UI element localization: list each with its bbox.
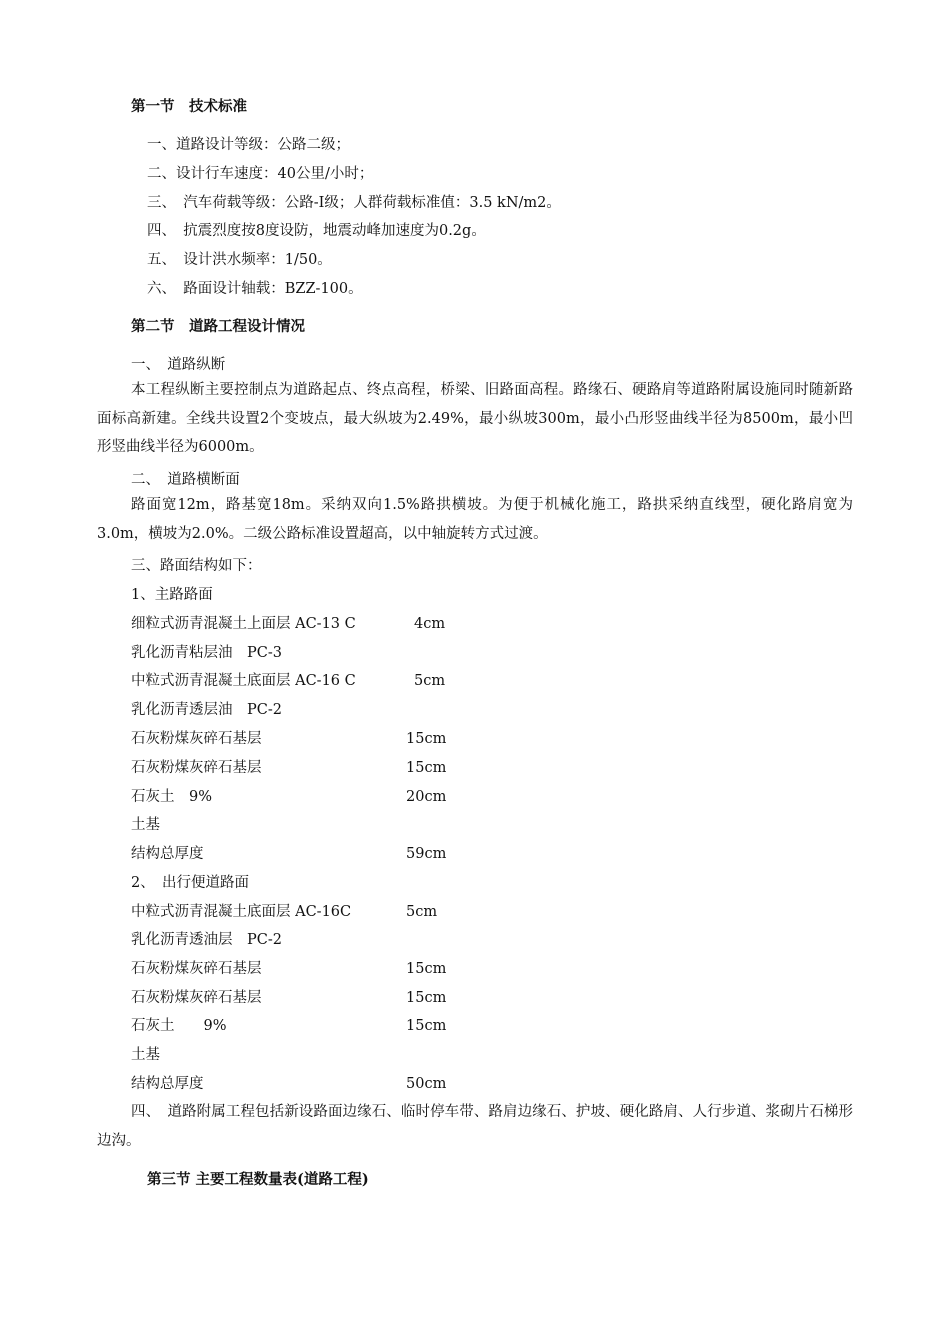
main-layer-name: 石灰土 9%	[131, 789, 213, 805]
standard-item-5: 五、 设计洪水频率：1/50。	[147, 252, 332, 268]
section1-heading: 第一节 技术标准	[131, 98, 247, 115]
main-layer-name: 乳化沥青粘层油 PC-3	[131, 645, 282, 661]
section3-heading: 第三节 主要工程数量表(道路工程)	[147, 1171, 369, 1188]
longitudinal-paragraph: 本工程纵断主要控制点为道路起点、终点高程，桥梁、旧路面高程。路缘石、硬路肩等道路附属设施同时随新路面标高新建。全线共设置2个变坡点，最大纵坡为2.49%，最小纵坡300m，最小凸形竖曲线半径为8500m，最小凹形竖曲线半径为6000m。	[97, 382, 853, 456]
section2-heading: 第二节 道路工程设计情况	[131, 318, 305, 335]
side-layer-name: 结构总厚度	[131, 1076, 204, 1092]
side-layer-thickness: 15cm	[406, 1018, 447, 1034]
main-layer-name: 细粒式沥青混凝土上面层 AC-13 C	[131, 616, 356, 632]
main-layer-thickness: 15cm	[406, 731, 447, 747]
main-layer-thickness: 59cm	[406, 846, 447, 862]
subsection-longitudinal-title: 一、 道路纵断	[131, 357, 226, 373]
main-layer-thickness: 20cm	[406, 789, 447, 805]
standard-item-6: 六、 路面设计轴载：BZZ-100。	[147, 281, 363, 297]
side-layer-thickness: 50cm	[406, 1076, 447, 1092]
side-layer-name: 土基	[131, 1047, 160, 1063]
side-layer-name: 中粒式沥青混凝土底面层 AC-16C	[131, 904, 352, 920]
side-road-title: 2、 出行便道路面	[131, 875, 249, 891]
ancillary-works-paragraph: 四、 道路附属工程包括新设路面边缘石、临时停车带、路肩边缘石、护坡、硬化路肩、人行步道、浆砌片石梯形边沟。	[97, 1104, 853, 1149]
main-layer-name: 石灰粉煤灰碎石基层	[131, 731, 262, 747]
subsection-pavement-title: 三、路面结构如下：	[131, 558, 262, 574]
standard-item-1: 一、道路设计等级：公路二级；	[147, 137, 350, 153]
side-layer-thickness: 5cm	[406, 904, 438, 920]
side-layer-name: 石灰粉煤灰碎石基层	[131, 990, 262, 1006]
standard-item-2: 二、设计行车速度：40公里/小时；	[147, 166, 374, 182]
subsection-cross-section-title: 二、 道路横断面	[131, 472, 240, 488]
main-layer-name: 结构总厚度	[131, 846, 204, 862]
main-road-title: 1、主路路面	[131, 587, 213, 603]
side-layer-name: 乳化沥青透油层 PC-2	[131, 932, 282, 948]
main-layer-thickness: 4cm	[414, 616, 446, 632]
main-layer-name: 石灰粉煤灰碎石基层	[131, 760, 262, 776]
standard-item-4: 四、 抗震烈度按8度设防，地震动峰加速度为0.2g。	[147, 223, 486, 239]
side-layer-name: 石灰粉煤灰碎石基层	[131, 961, 262, 977]
cross-section-paragraph: 路面宽12m，路基宽18m。采纳双向1.5%路拱横坡。为便于机械化施工，路拱采纳直线型，硬化路肩宽为3.0m，横坡为2.0%。二级公路标准设置超高，以中轴旋转方式过渡。	[97, 497, 853, 542]
side-layer-name: 石灰土 9%	[131, 1018, 227, 1034]
side-layer-thickness: 15cm	[406, 990, 447, 1006]
main-layer-thickness: 15cm	[406, 760, 447, 776]
standard-item-3: 三、 汽车荷载等级：公路-I级；人群荷载标准值：3.5 kN/m2。	[147, 195, 561, 211]
main-layer-thickness: 5cm	[414, 673, 446, 689]
main-layer-name: 土基	[131, 817, 160, 833]
main-layer-name: 中粒式沥青混凝土底面层 AC-16 C	[131, 673, 356, 689]
main-layer-name: 乳化沥青透层油 PC-2	[131, 702, 282, 718]
side-layer-thickness: 15cm	[406, 961, 447, 977]
